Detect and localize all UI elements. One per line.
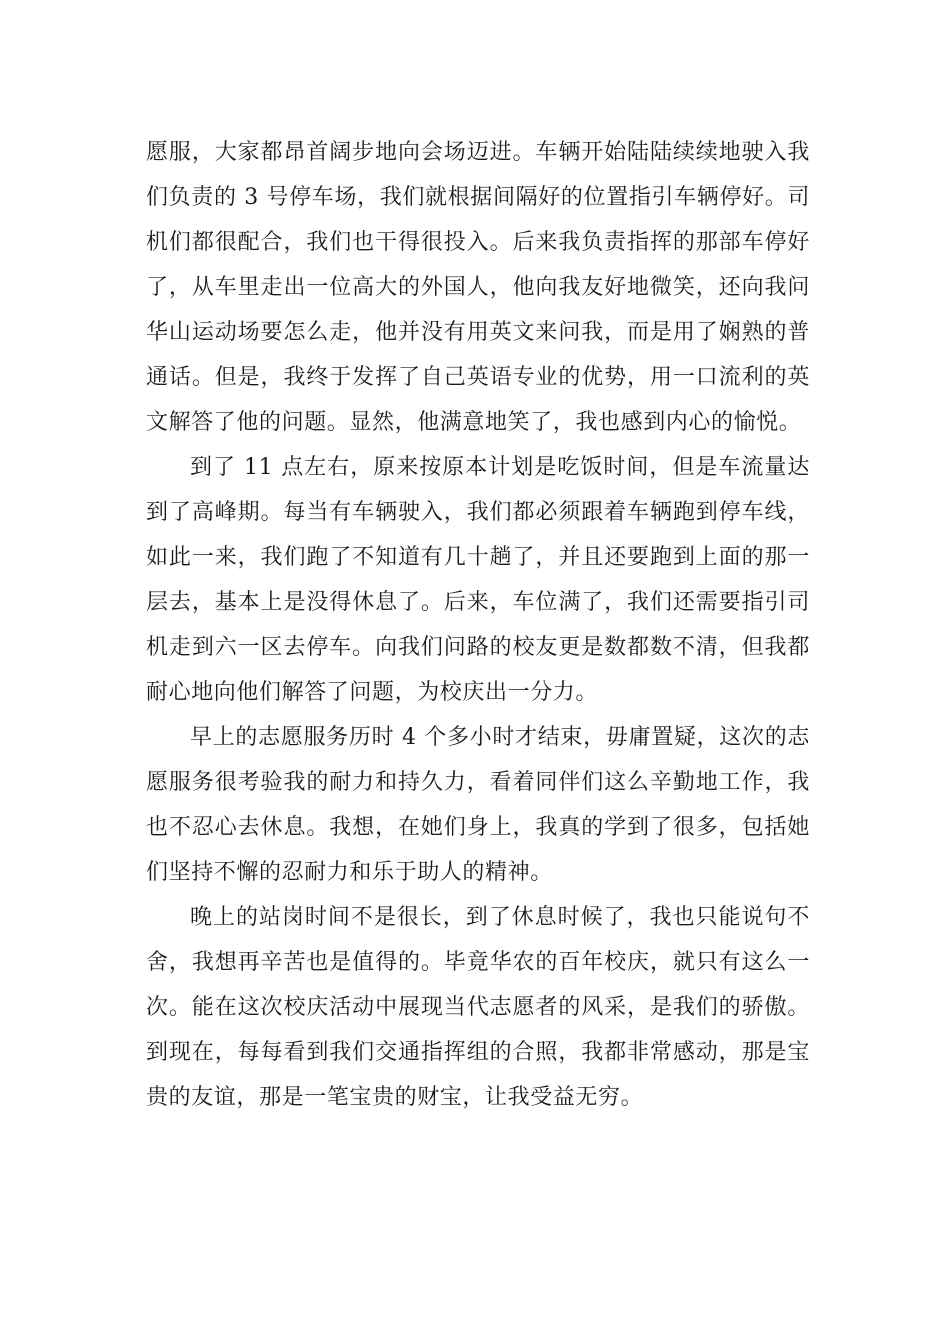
paragraph-2: 到了 11 点左右，原来按原本计划是吃饭时间，但是车流量达到了高峰期。每当有车辆驶入，我们都必须跟着车辆跑到停车线，如此一来，我们跑了不知道有几十趟了，并且还要跑到上面的那一层去，基本上是没得休息了。后来，车位满了，我们还需要指引司机走到六一区去停车。向我们问路的校友更是数都数不清，但我都耐心地向他们解答了问题，为校庆出一分力。 (146, 455, 810, 705)
paragraph-1: 愿服，大家都昂首阔步地向会场迈进。车辆开始陆陆续续地驶入我们负责的 3 号停车场，我们就根据间隔好的位置指引车辆停好。司机们都很配合，我们也干得很投入。后来我负责指挥的那部车停好了，从车里走出一位高大的外国人，他向我友好地微笑，还向我问华山运动场要怎么走，他并没有用英文来问我，而是用了娴熟的普通话。但是，我终于发挥了自己英语专业的优势，用一口流利的英文解答了他的问题。显然，他满意地笑了，我也感到内心的愉悦。 (146, 140, 810, 435)
paragraph-4: 晚上的站岗时间不是很长，到了休息时候了，我也只能说句不舍，我想再辛苦也是值得的。毕竟华农的百年校庆，就只有这么一次。能在这次校庆活动中展现当代志愿者的风采，是我们的骄傲。到现在，每每看到我们交通指挥组的合照，我都非常感动，那是宝贵的友谊，那是一笔宝贵的财宝，让我受益无穷。 (146, 905, 810, 1110)
paragraph-3: 早上的志愿服务历时 4 个多小时才结束，毋庸置疑，这次的志愿服务很考验我的耐力和持久力，看着同伴们这么辛勤地工作，我也不忍心去休息。我想，在她们身上，我真的学到了很多，包括她们坚持不懈的忍耐力和乐于助人的精神。 (146, 725, 810, 885)
document-body (146, 130, 810, 1120)
